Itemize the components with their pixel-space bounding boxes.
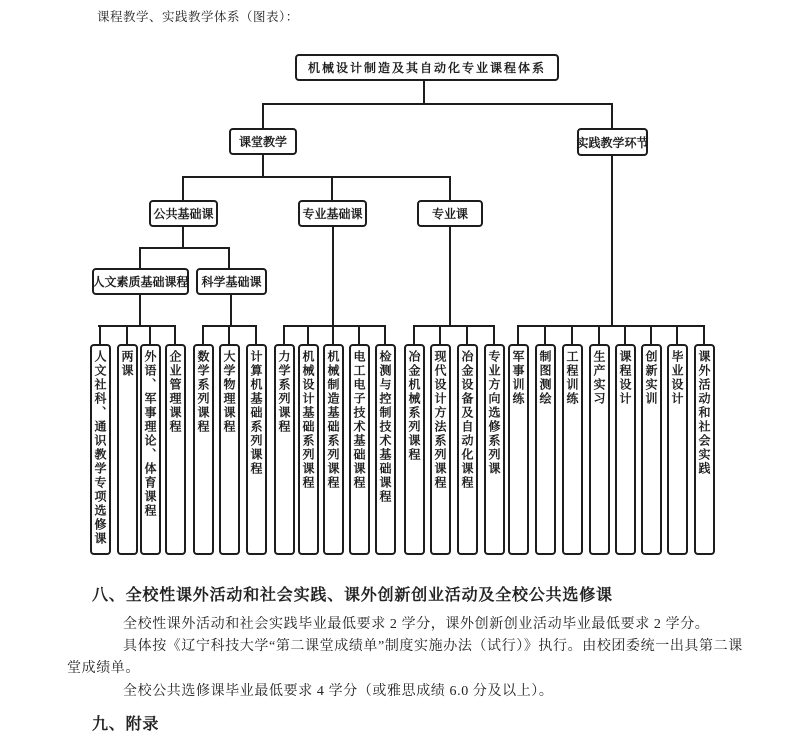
diagram-leaf-course	[193, 344, 214, 555]
diagram-leaf-course	[117, 344, 138, 555]
connector-line	[262, 103, 613, 105]
connector-line	[262, 154, 264, 177]
connector-line	[182, 177, 184, 200]
diagram-node-public-basic: 公共基础课	[149, 200, 218, 227]
diagram-leaf-course	[298, 344, 319, 555]
connector-line	[126, 326, 128, 344]
leaf-label: 机械制造基础系列课程	[326, 350, 340, 490]
section-8-heading: 八、全校性课外活动和社会实践、课外创新创业活动及全校公共选修课	[92, 587, 613, 604]
connector-line	[493, 326, 495, 344]
leaf-label: 电工电子技术基础课程	[352, 350, 366, 490]
diagram-leaf-course	[484, 344, 505, 555]
leaf-label: 力学系列课程	[277, 350, 291, 434]
diagram-leaf-course	[375, 344, 396, 555]
leaf-label: 数学系列课程	[196, 350, 210, 434]
connector-line	[611, 104, 613, 128]
connector-line	[650, 326, 652, 344]
connector-line	[139, 247, 230, 249]
diagram-leaf-course	[562, 344, 583, 555]
connector-line	[624, 326, 626, 344]
connector-line	[598, 326, 600, 344]
diagram-node-humanities-basic: 人文素质基础课程	[92, 268, 189, 295]
connector-line	[332, 226, 334, 326]
connector-line	[139, 248, 141, 268]
diagram-leaf-course	[219, 344, 240, 555]
connector-line	[98, 325, 176, 327]
connector-line	[332, 326, 334, 344]
paragraph-second-classroom-line2: 堂成绩单。	[67, 661, 140, 676]
diagram-node-professional: 专业课	[417, 200, 483, 227]
leaf-label: 现代设计方法系列课程	[433, 350, 447, 490]
diagram-node-science-basic: 科学基础课	[196, 268, 267, 295]
diagram-node-classroom-teaching: 课堂教学	[229, 128, 297, 155]
diagram-leaf-course	[508, 344, 529, 555]
diagram-leaf-course	[349, 344, 370, 555]
connector-line	[99, 326, 101, 344]
diagram-leaf-course	[694, 344, 715, 555]
connector-line	[449, 226, 451, 326]
leaf-label: 冶金设备及自动化课程	[460, 350, 474, 490]
leaf-label: 外语、军事理论、体育课程	[143, 350, 157, 518]
section-9-heading: 九、附录	[92, 716, 160, 733]
connector-line	[230, 294, 232, 326]
connector-line	[307, 326, 309, 344]
diagram-leaf-course	[404, 344, 425, 555]
leaf-label: 毕业设计	[670, 350, 684, 406]
leaf-label: 工程训练	[565, 350, 579, 406]
leaf-label: 计算机基础系列课程	[249, 350, 263, 476]
diagram-leaf-course	[641, 344, 662, 555]
leaf-label: 两课	[120, 350, 134, 378]
leaf-label: 企业管理课程	[168, 350, 182, 434]
leaf-label: 制图测绘	[538, 350, 552, 406]
connector-line	[384, 326, 386, 344]
diagram-leaf-course	[535, 344, 556, 555]
connector-line	[255, 326, 257, 344]
diagram-leaf-course	[430, 344, 451, 555]
connector-line	[283, 326, 285, 344]
diagram-node-root: 机械设计制造及其自动化专业课程体系	[295, 54, 559, 81]
diagram-leaf-course	[165, 344, 186, 555]
paragraph-credits-activities: 全校性课外活动和社会实践毕业最低要求 2 学分，课外创新创业活动毕业最低要求 2 学分。	[123, 617, 710, 632]
connector-line	[449, 177, 451, 200]
connector-line	[358, 326, 360, 344]
diagram-leaf-course	[274, 344, 295, 555]
connector-line	[571, 326, 573, 344]
connector-line	[283, 325, 386, 327]
diagram-leaf-course	[323, 344, 344, 555]
diagram-caption: 课程教学、实践教学体系（图表）：	[97, 10, 299, 24]
connector-line	[413, 326, 415, 344]
connector-line	[413, 325, 495, 327]
leaf-label: 生产实习	[592, 350, 606, 406]
connector-line	[439, 326, 441, 344]
leaf-label: 军事训练	[511, 350, 525, 406]
connector-line	[703, 326, 705, 344]
leaf-label: 课外活动和社会实践	[697, 350, 711, 476]
diagram-leaf-course	[246, 344, 267, 555]
connector-line	[174, 326, 176, 344]
connector-line	[517, 326, 519, 344]
connector-line	[228, 326, 230, 344]
leaf-label: 机械设计基础系列课程	[301, 350, 315, 490]
connector-line	[466, 326, 468, 344]
leaf-label: 人文社科、通识教学专项选修课	[93, 350, 107, 546]
diagram-leaf-course	[140, 344, 161, 555]
diagram-node-practice-teaching: 实践教学环节	[577, 128, 648, 156]
leaf-label: 专业方向选修系列课	[487, 350, 501, 476]
connector-line	[544, 326, 546, 344]
connector-line	[331, 177, 333, 200]
diagram-leaf-course	[615, 344, 636, 555]
diagram-leaf-course	[457, 344, 478, 555]
connector-line	[262, 104, 264, 128]
diagram-leaf-course	[589, 344, 610, 555]
connector-line	[182, 226, 184, 248]
leaf-label: 创新实训	[644, 350, 658, 406]
paragraph-electives-credits: 全校公共选修课毕业最低要求 4 学分（或雅思成绩 6.0 分及以上）。	[123, 684, 554, 699]
leaf-label: 冶金机械系列课程	[407, 350, 421, 462]
connector-line	[611, 155, 613, 326]
connector-line	[228, 248, 230, 268]
leaf-label: 大学物理课程	[222, 350, 236, 434]
connector-line	[182, 176, 451, 178]
leaf-label: 课程设计	[618, 350, 632, 406]
connector-line	[149, 326, 151, 344]
connector-line	[676, 326, 678, 344]
diagram-leaf-course	[667, 344, 688, 555]
connector-line	[139, 294, 141, 326]
paragraph-second-classroom-line1: 具体按《辽宁科技大学“第二课堂成绩单”制度实施办法（试行）》执行。由校团委统一出具第二课	[123, 639, 743, 654]
connector-line	[423, 80, 425, 104]
connector-line	[202, 326, 204, 344]
diagram-leaf-course	[90, 344, 111, 555]
diagram-node-professional-basic: 专业基础课	[298, 200, 367, 227]
leaf-label: 检测与控制技术基础课程	[378, 350, 392, 504]
